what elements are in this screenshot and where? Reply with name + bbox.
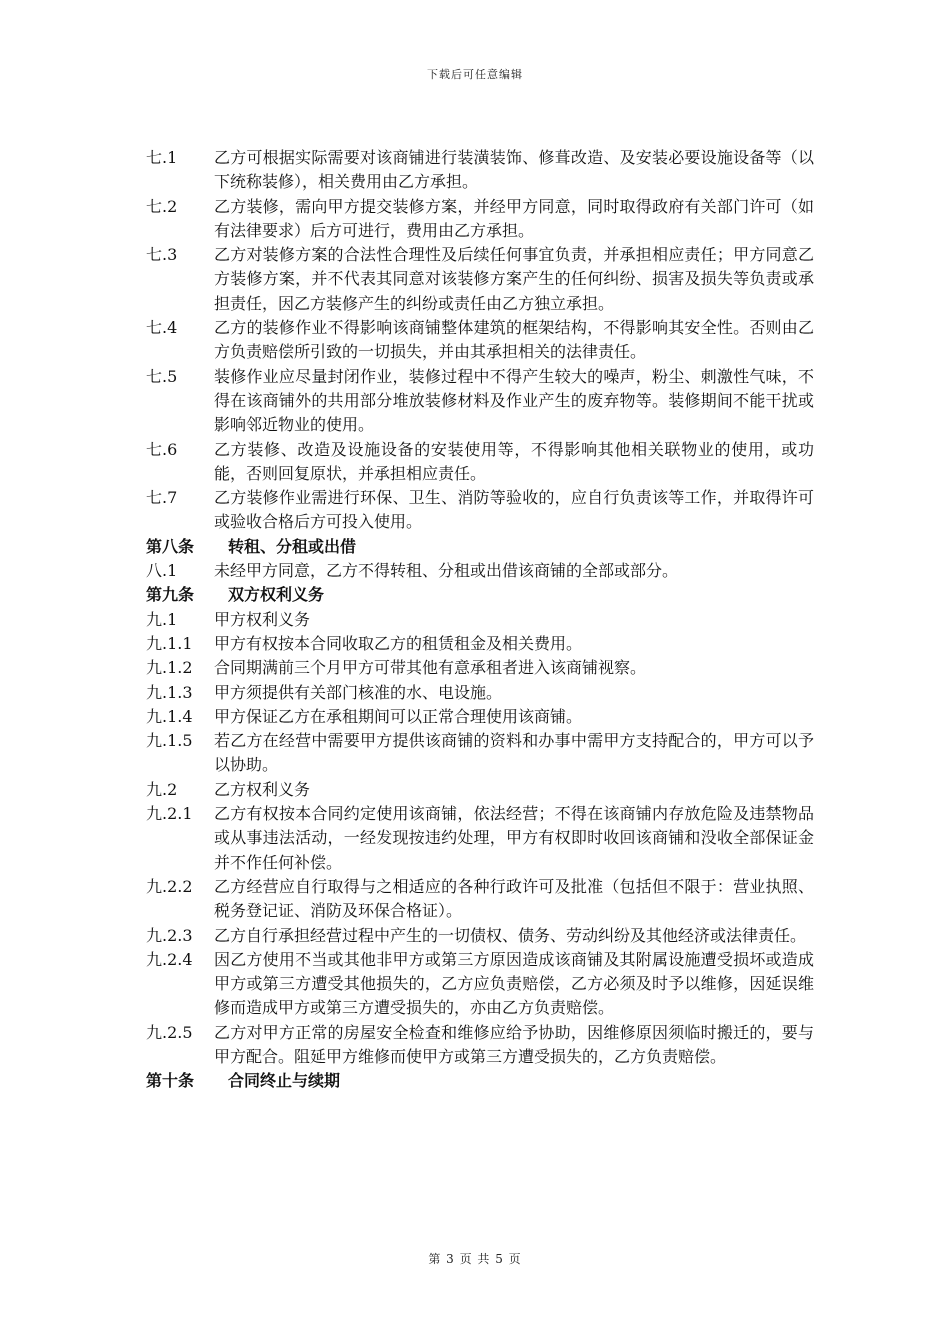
clause-number: 七.3	[146, 245, 178, 265]
clause-text: 甲方保证乙方在承租期间可以正常合理使用该商铺。	[214, 706, 583, 726]
clause	[146, 924, 814, 948]
clause-text: 乙方自行承担经营过程中产生的一切债权、债务、劳动纠纷及其他经济或法律责任。	[214, 925, 807, 945]
clause	[146, 486, 814, 535]
clause-text: 乙方对甲方正常的房屋安全检查和维修应给予协助，因维修原因须临时搬迁的，要与甲方配合。阻延甲方维修而使甲方或第三方遭受损失的，乙方负责赔偿。	[214, 1022, 814, 1066]
page-footer: 第 3 页 共 5 页	[428, 1252, 522, 1266]
clause	[146, 146, 814, 195]
clause-text: 甲方有权按本合同收取乙方的租赁租金及相关费用。	[214, 633, 583, 653]
clause-number: 七.4	[146, 318, 178, 338]
clause-text: 乙方对装修方案的合法性合理性及后续任何事宜负责，并承担相应责任；甲方同意乙方装修方案，并不代表其同意对该装修方案产生的任何纠纷、损害及损失等负责或承担责任，因乙方装修产生的纠纷或责任由乙方独立承担。	[214, 245, 814, 313]
clause	[146, 608, 814, 632]
article-title: 合同终止与续期	[228, 1071, 341, 1091]
clause-text: 乙方经营应自行取得与之相适应的各种行政许可及批准（包括但不限于：营业执照、税务登记证、消防及环保合格证）。	[214, 876, 814, 921]
article-heading	[146, 583, 814, 607]
clause	[146, 365, 814, 438]
clause	[146, 243, 814, 316]
clause	[146, 632, 814, 656]
clause-text: 乙方装修、改造及设施设备的安装使用等，不得影响其他相关联物业的使用，或功能，否则回复原状，并承担相应责任。	[214, 439, 814, 483]
clause-text: 甲方权利义务	[214, 609, 311, 629]
article-heading	[146, 535, 814, 559]
clause-number: 九.1.1	[146, 633, 193, 653]
clause-text: 合同期满前三个月甲方可带其他有意承租者进入该商铺视察。	[214, 658, 647, 678]
clause	[146, 438, 814, 487]
clause-number: 九.2.4	[146, 949, 193, 969]
clause	[146, 559, 814, 583]
clause-number: 九.1	[146, 609, 178, 629]
clause-text: 甲方须提供有关部门核准的水、电设施。	[214, 682, 503, 702]
article-number: 第八条	[146, 536, 195, 556]
clause-text: 未经甲方同意，乙方不得转租、分租或出借该商铺的全部或部分。	[214, 561, 679, 581]
clause	[146, 1021, 814, 1070]
clause	[146, 681, 814, 705]
clause	[146, 948, 814, 1021]
clause-text: 乙方权利义务	[214, 779, 311, 799]
article-heading	[146, 1069, 814, 1093]
clause	[146, 875, 814, 924]
clause-number: 九.2.1	[146, 804, 193, 824]
clause-number: 九.1.3	[146, 682, 193, 702]
article-number: 第十条	[146, 1071, 195, 1091]
clause-number: 九.2.2	[146, 876, 193, 896]
clause-text: 因乙方使用不当或其他非甲方或第三方原因造成该商铺及其附属设施遭受损坏或造成甲方或第三方遭受其他损失的，乙方应负责赔偿，乙方必须及时予以维修，因延误维修而造成甲方或第三方遭受损失的，亦由乙方负责赔偿。	[214, 949, 814, 1018]
clause-number: 七.5	[146, 366, 178, 386]
clause-text: 乙方装修，需向甲方提交装修方案，并经甲方同意，同时取得政府有关部门许可（如有法律要求）后方可进行，费用由乙方承担。	[214, 196, 814, 240]
clause-number: 七.2	[146, 196, 178, 216]
clause-text: 乙方有权按本合同约定使用该商铺，依法经营；不得在该商铺内存放危险及违禁物品或从事违法活动，一经发现按违约处理，甲方有权即时收回该商铺和没收全部保证金并不作任何补偿。	[214, 804, 814, 872]
clause-number: 七.1	[146, 148, 178, 167]
clause	[146, 802, 814, 875]
clause-number: 九.2.5	[146, 1022, 193, 1042]
clause-number: 九.1.5	[146, 731, 193, 751]
clause-text: 若乙方在经营中需要甲方提供该商铺的资料和办事中需甲方支持配合的，甲方可以予以协助。	[214, 731, 814, 775]
article-number: 第九条	[146, 585, 195, 605]
article-title: 转租、分租或出借	[228, 536, 357, 556]
clause	[146, 729, 814, 778]
clause-number: 九.1.2	[146, 658, 193, 678]
clause-text: 乙方可根据实际需要对该商铺进行装潢装饰、修葺改造、及安装必要设施设备等（以下统称装修），相关费用由乙方承担。	[214, 148, 814, 192]
article-title: 双方权利义务	[228, 585, 325, 605]
clause-number: 七.7	[146, 488, 178, 508]
clause-number: 九.2.3	[146, 925, 193, 945]
clause-number: 九.1.4	[146, 706, 193, 726]
clause-number: 八.1	[146, 561, 178, 581]
clause-number: 九.2	[146, 779, 178, 799]
clause	[146, 316, 814, 365]
clause	[146, 705, 814, 729]
clause-text: 乙方装修作业需进行环保、卫生、消防等验收的，应自行负责该等工作，并取得许可或验收合格后方可投入使用。	[214, 488, 814, 532]
clause	[146, 656, 814, 680]
clause-number: 七.6	[146, 439, 178, 459]
page-header: 下载后可任意编辑	[427, 68, 523, 81]
clause	[146, 778, 814, 802]
clause	[146, 195, 814, 244]
clause-text: 乙方的装修作业不得影响该商铺整体建筑的框架结构，不得影响其安全性。否则由乙方负责赔偿所引致的一切损失，并由其承担相关的法律责任。	[214, 318, 814, 362]
contract-body	[146, 146, 814, 1094]
clause-text: 装修作业应尽量封闭作业，装修过程中不得产生较大的噪声，粉尘、刺激性气味，不得在该商铺外的共用部分堆放装修材料及作业产生的废弃物等。装修期间不能干扰或影响邻近物业的使用。	[214, 366, 814, 435]
